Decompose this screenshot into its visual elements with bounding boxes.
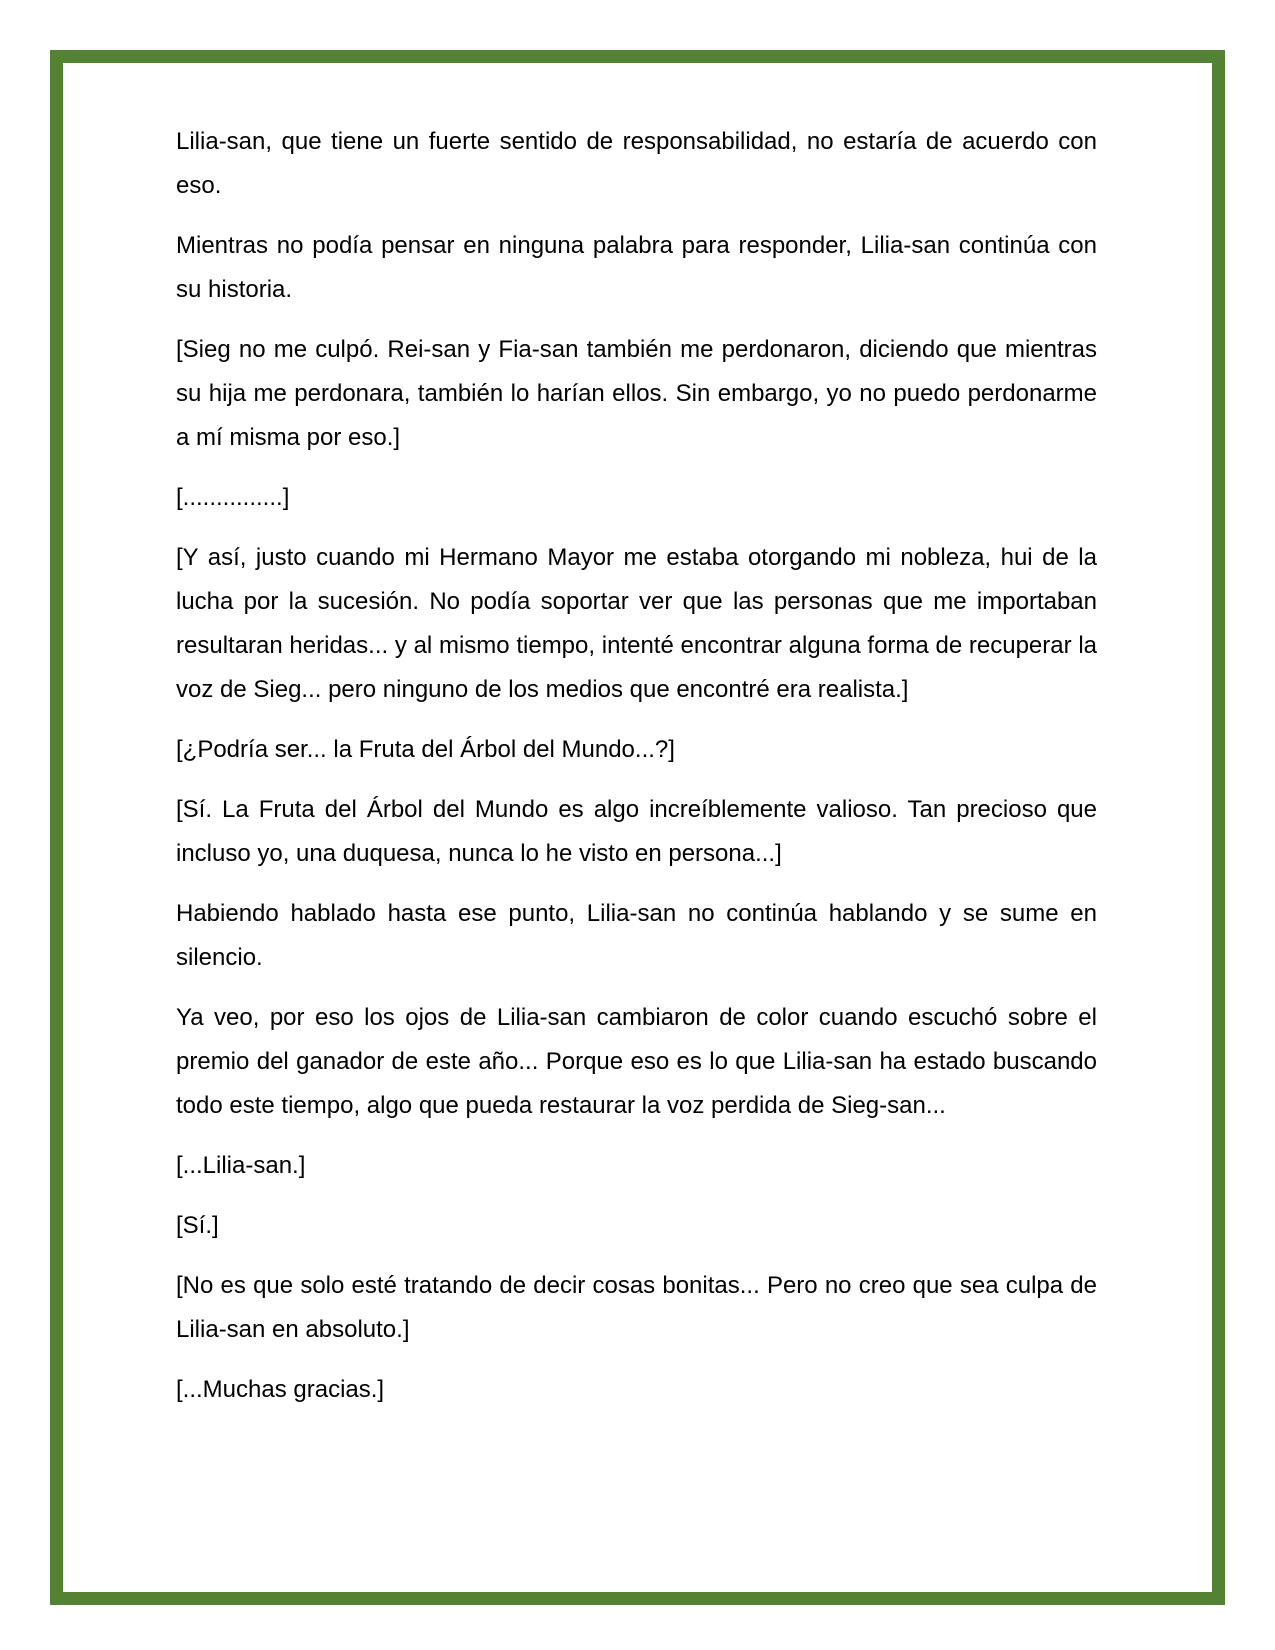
paragraph-13: [...Muchas gracias.] bbox=[176, 1376, 385, 1403]
paragraph-7: [Sí. La Fruta del Árbol del Mundo es algo increíblemente valioso. Tan precioso que incluso yo, una duquesa, nunca lo he visto en persona...] bbox=[176, 796, 1097, 867]
paragraph-12: [No es que solo esté tratando de decir cosas bonitas... Pero no creo que sea culpa de Lilia-san en absoluto.] bbox=[176, 1272, 1097, 1343]
paragraph-6: [¿Podría ser... la Fruta del Árbol del Mundo...?] bbox=[176, 736, 675, 763]
paragraph-2: Mientras no podía pensar en ninguna palabra para responder, Lilia-san continúa con su historia. bbox=[176, 232, 1097, 303]
paragraph-1: Lilia-san, que tiene un fuerte sentido de responsabilidad, no estaría de acuerdo con eso. bbox=[176, 128, 1097, 199]
paragraph-10: [...Lilia-san.] bbox=[176, 1152, 306, 1179]
paragraph-8: Habiendo hablado hasta ese punto, Lilia-san no continúa hablando y se sume en silencio. bbox=[176, 900, 1097, 971]
paragraph-5: [Y así, justo cuando mi Hermano Mayor me estaba otorgando mi nobleza, hui de la lucha por la sucesión. No podía soportar ver que las personas que me importaban resultaran heridas... y al mismo tiempo, intenté encontrar alguna forma de recuperar la voz de Sieg... pero ninguno de los medios que encontré era realista.] bbox=[176, 544, 1097, 703]
paragraph-3: [Sieg no me culpó. Rei-san y Fia-san también me perdonaron, diciendo que mientras su hija me perdonara, también lo harían ellos. Sin embargo, yo no puedo perdonarme a mí misma por eso.] bbox=[176, 336, 1097, 451]
paragraph-4: [...............] bbox=[176, 484, 290, 511]
document-body bbox=[176, 120, 1097, 1428]
paragraph-9: Ya veo, por eso los ojos de Lilia-san cambiaron de color cuando escuchó sobre el premio del ganador de este año... Porque eso es lo que Lilia-san ha estado buscando todo este tiempo, algo que pueda restaurar la voz perdida de Sieg-san... bbox=[176, 1004, 1097, 1119]
paragraph-11: [Sí.] bbox=[176, 1212, 219, 1239]
